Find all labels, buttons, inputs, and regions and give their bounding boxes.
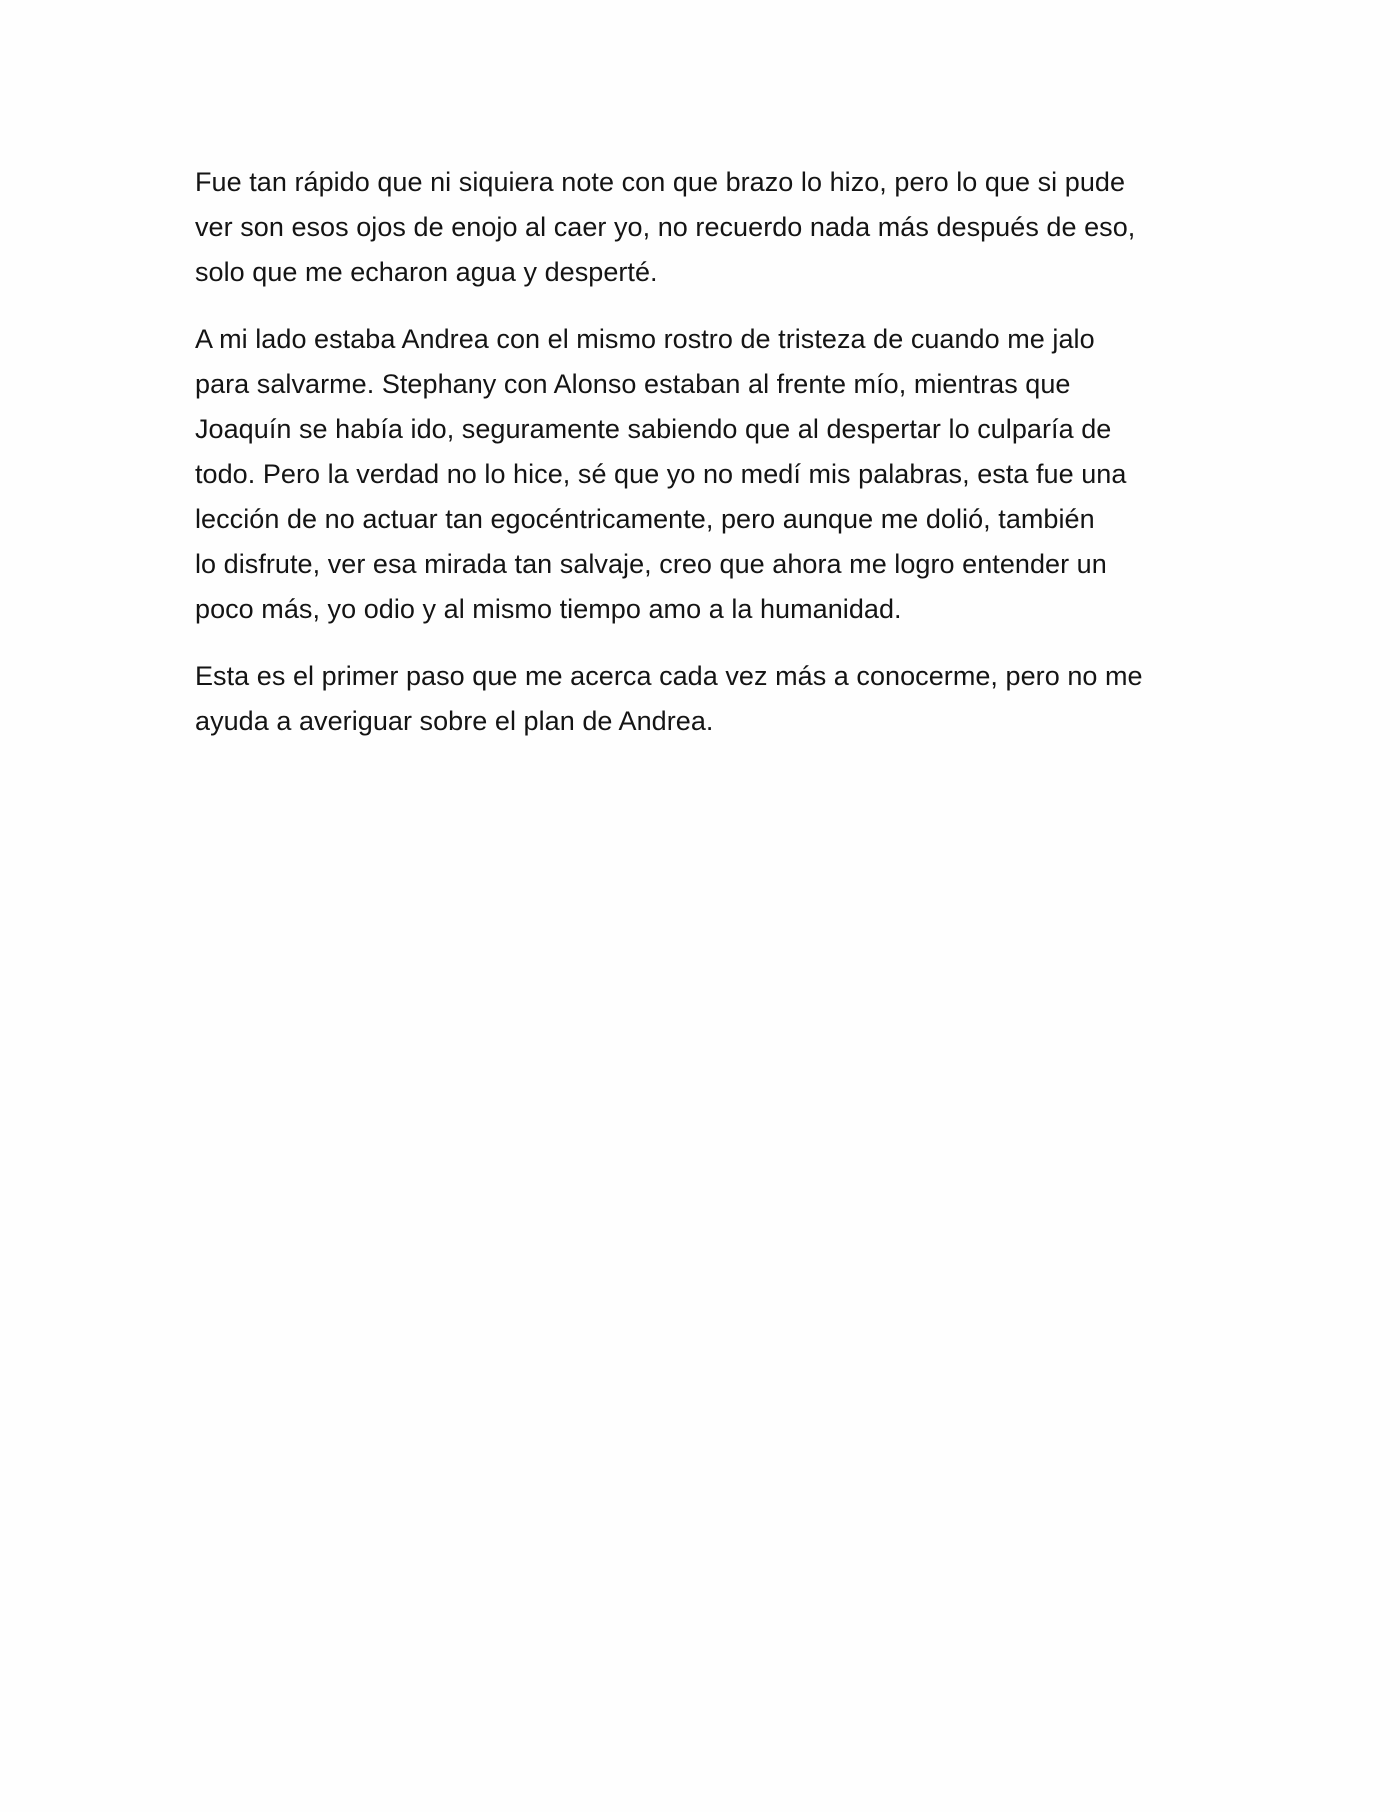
paragraph-line: Fue tan rápido que ni siquiera note con que brazo lo hizo, pero lo que si pude bbox=[195, 167, 1126, 197]
paragraph-1 bbox=[195, 160, 1215, 295]
paragraph-line: Joaquín se había ido, seguramente sabiendo que al despertar lo culparía de bbox=[195, 414, 1112, 444]
paragraph-line: lo disfrute, ver esa mirada tan salvaje, creo que ahora me logro entender un bbox=[195, 549, 1107, 579]
paragraph-line: lección de no actuar tan egocéntricamente, pero aunque me dolió, también bbox=[195, 504, 1095, 534]
paragraph-line: poco más, yo odio y al mismo tiempo amo a la humanidad. bbox=[195, 594, 902, 624]
paragraph-line: A mi lado estaba Andrea con el mismo rostro de tristeza de cuando me jalo bbox=[195, 324, 1095, 354]
paragraph-2 bbox=[195, 317, 1215, 632]
paragraph-line: Esta es el primer paso que me acerca cada vez más a conocerme, pero no me bbox=[195, 661, 1143, 691]
paragraph-line: solo que me echaron agua y desperté. bbox=[195, 257, 658, 287]
paragraph-line: ayuda a averiguar sobre el plan de Andrea. bbox=[195, 706, 714, 736]
paragraph-3 bbox=[195, 654, 1215, 744]
paragraph-line: todo. Pero la verdad no lo hice, sé que yo no medí mis palabras, esta fue una bbox=[195, 459, 1127, 489]
document-body bbox=[195, 160, 1215, 766]
paragraph-line: para salvarme. Stephany con Alonso estaban al frente mío, mientras que bbox=[195, 369, 1071, 399]
paragraph-line: ver son esos ojos de enojo al caer yo, no recuerdo nada más después de eso, bbox=[195, 212, 1136, 242]
